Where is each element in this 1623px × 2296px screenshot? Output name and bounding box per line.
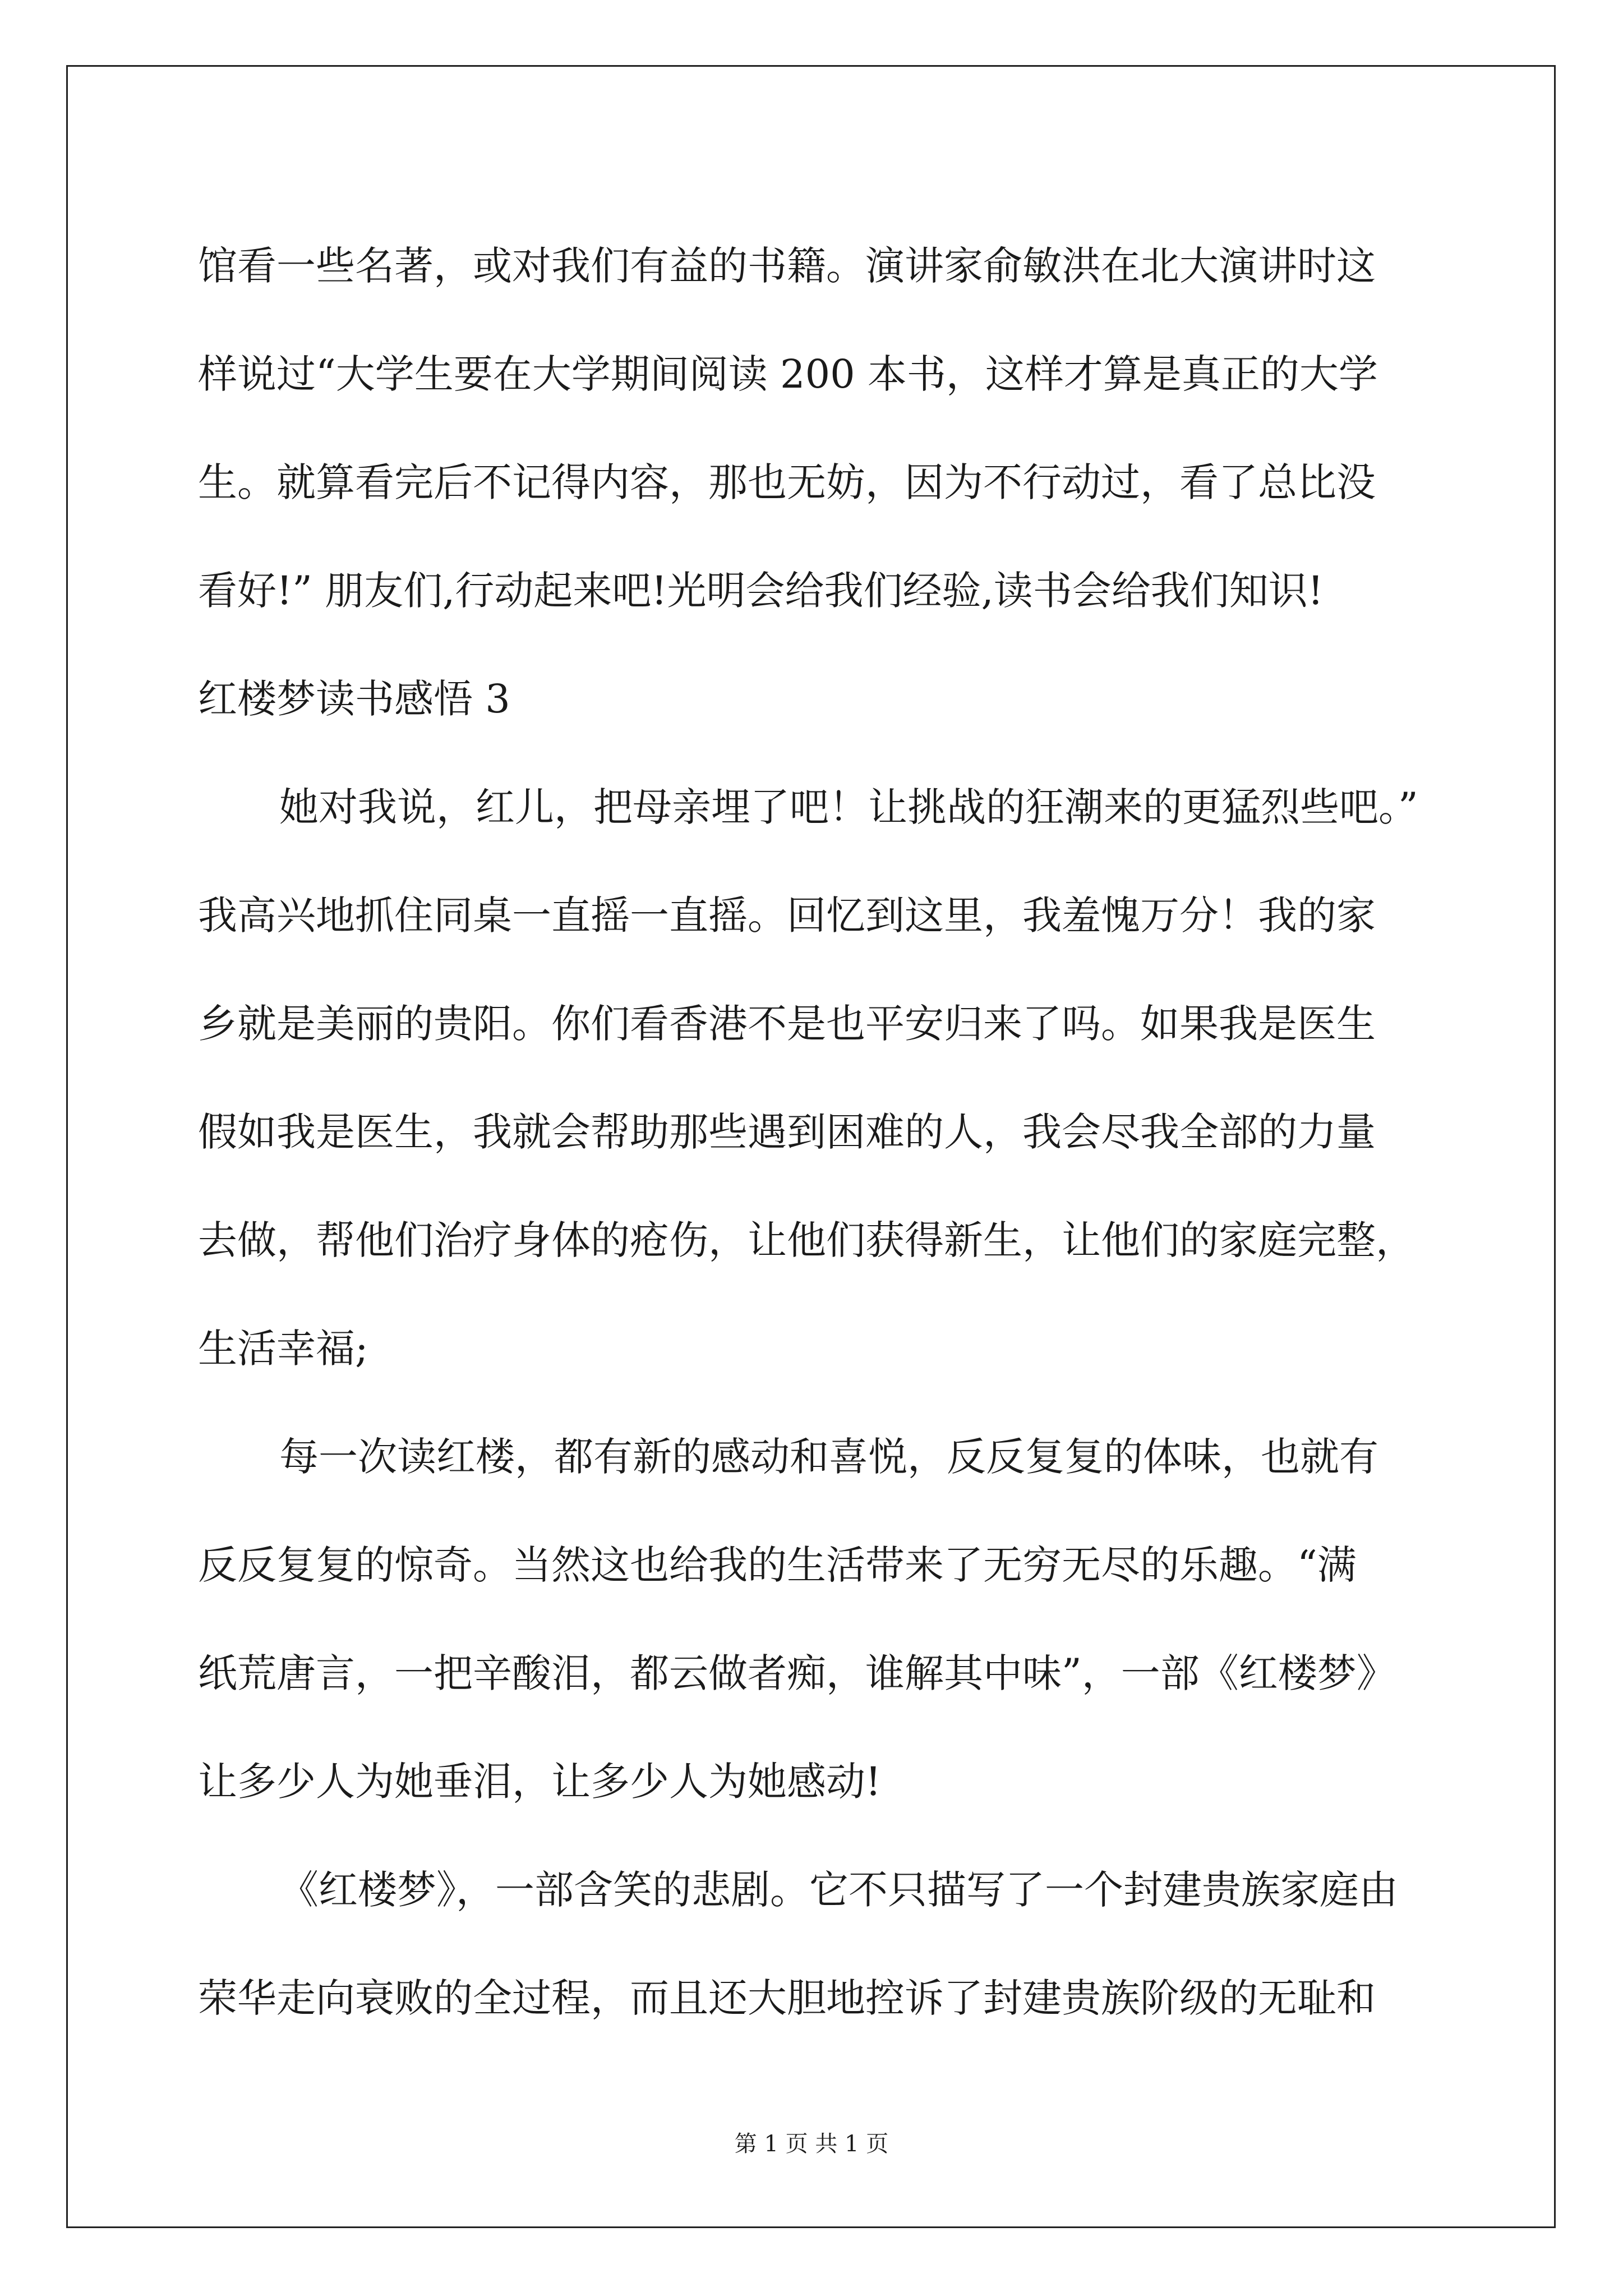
text-line: 看好!” 朋友们,行动起来吧!光明会给我们经验,读书会给我们知识! [198, 568, 1324, 614]
text-line: 我高兴地抓住同桌一直摇一直摇。回忆到这里，我羞愧万分！我的家 [198, 892, 1376, 938]
text-line: 每一次读红楼，都有新的感动和喜悦，反反复复的体味，也就有 [279, 1434, 1378, 1480]
document-body [198, 212, 1432, 2053]
section-heading: 红楼梦读书感悟 3 [198, 676, 510, 722]
text-line: 让多少人为她垂泪，让多少人为她感动! [198, 1759, 882, 1805]
text-line: 《红楼梦》，一部含笑的悲剧。它不只描写了一个封建贵族家庭由 [279, 1867, 1398, 1913]
text-line: 生。就算看完后不记得内容，那也无妨，因为不行动过，看了总比没 [198, 459, 1376, 505]
page-footer: 第 1 页 共 1 页 [734, 2131, 889, 2157]
text-line: 生活幸福; [198, 1326, 368, 1372]
text-line: 荣华走向衰败的全过程，而且还大胆地控诉了封建贵族阶级的无耻和 [198, 1975, 1376, 2021]
text-line: 乡就是美丽的贵阳。你们看香港不是也平安归来了吗。如果我是医生 [198, 1001, 1376, 1047]
text-line: 样说过“大学生要在大学期间阅读 200 本书，这样才算是真正的大学 [198, 351, 1378, 397]
text-line: 去做，帮他们治疗身体的疮伤，让他们获得新生，让他们的家庭完整， [198, 1217, 1415, 1263]
text-line: 她对我说，红儿，把母亲埋了吧！让挑战的狂潮来的更猛烈些吧。” [279, 784, 1418, 830]
text-line: 纸荒唐言，一把辛酸泪，都云做者痴，谁解其中味”，一部《红楼梦》 [198, 1650, 1396, 1696]
text-line: 馆看一些名著，或对我们有益的书籍。演讲家俞敏洪在北大演讲时这 [198, 243, 1376, 289]
text-line: 反反复复的惊奇。当然这也给我的生活带来了无穷无尽的乐趣。“满 [198, 1542, 1357, 1588]
text-line: 假如我是医生，我就会帮助那些遇到困难的人，我会尽我全部的力量 [198, 1109, 1376, 1155]
